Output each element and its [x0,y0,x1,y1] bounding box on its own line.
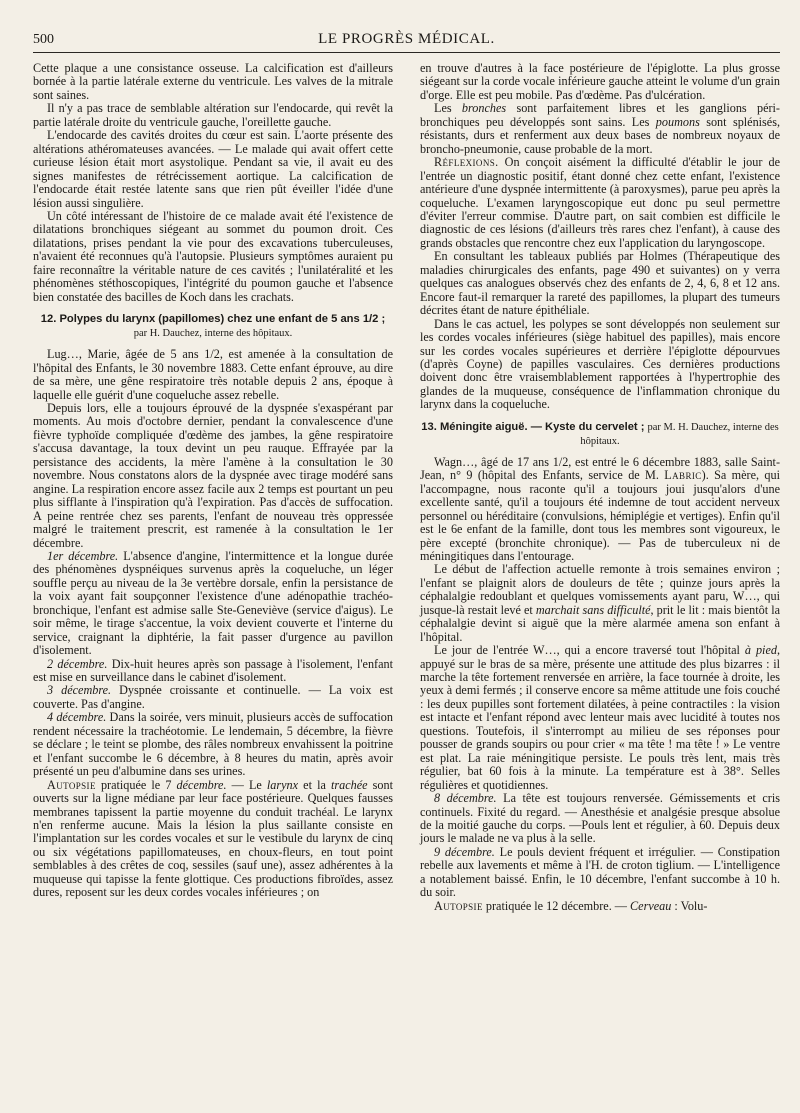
paragraph: Dans le cas actuel, les polypes se sont développés non seulement sur les cordes vocales inférieures (siège habituel des papilles), mais encore sur les cordes vocales supérieures et derrière l'épiglotte dépourvues (d'après Coyne) de papilles vasculaires. Ces dernières productions doivent donc être vraisemblablement rapportées à l'hypertrophie des glandes de la muqueuse, conséquence de l'inflammation chronique du larynx dans la coqueluche. [420,316,780,412]
paragraph: En consultant les tableaux publiés par Holmes (Thérapeutique des maladies chirurgicales des enfants, page 490 et suivantes) on y verra quelques cas analogues observés chez des enfants de 2, 4, 6, 8 et 12 ans. Encore faut-il remarquer la rareté des papillomes, la plupart des tumeurs décrites étant de nature épithéliale. [420,249,780,318]
paragraph: Réflexions. On conçoit aisément la difficulté d'établir le jour de l'entrée un diagnostic positif, étant donné chez cette enfant, l'existence antérieure d'une dyspnée intermittente (à paroxysmes), parue peu après la coqueluche. L'examen laryngoscopique eut donc pu seul permettre d'éviter l'erreur commise. D'autre part, on sait combien est difficile le diagnostic de ces lésions (d'ailleurs très rares chez l'enfant), à cause des grands obstacles que rencontre chez eux l'application du laryngoscope. [420,155,780,250]
section-12-title: 12. Polypes du larynx (papillomes) chez une enfant de 5 ans 1/2 ; [40,313,386,326]
paragraph: 2 décembre. Dix-huit heures après son passage à l'isolement, l'enfant est mise en surveillance dans le cabinet d'isolement. [33,656,393,685]
paragraph: en trouve d'autres à la face postérieure de l'épiglotte. La plus grosse siégeant sur la corde vocale inférieure gauche atteint le volume d'un grain d'orge. Elle est peu mobile. Pas d'œdème. Pas d'ulcération. [420,61,780,102]
page-number: 500 [33,32,54,47]
paragraph: Cette plaque a une consistance osseuse. La calcification est d'ailleurs bornée à la partie latérale externe du ventricule. Les valves de la mitrale sont saines. [33,61,393,102]
paragraph: Wagn…, âgé de 17 ans 1/2, est entré le 6 décembre 1883, salle Saint-Jean, n° 9 (hôpital des Enfants, service de M. Labric). Sa mère, qui l'accompagne, nous raconte qu'il a toujours joui jusqu'alors d'une excellente santé, qu'il a toujours été indemne de tout accident nerveux personnel ou héréditaire (convulsions, hémiplégie et vertiges). Enfin qu'il est le 6e enfant de la famille, dont tous les membres sont vigoureux, le père excepté (bronchite chronique). — Pas de tuberculeux ni de méningitiques dans l'entourage. [420,454,780,563]
paragraph: Il n'y a pas trace de semblable altération sur l'endocarde, qui revêt la partie latérale droite du ventricule gauche, l'oreillette gauche. [33,101,393,129]
paragraph: 3 décembre. Dyspnée croissante et continuelle. — La voix est couverte. Pas d'angine. [33,683,393,711]
section-12-heading [33,312,393,340]
text-columns [33,62,780,913]
journal-title: LE PROGRÈS MÉDICAL. [318,31,495,47]
section-13-heading [420,420,780,448]
paragraph: Le début de l'affection actuelle remonte à trois semaines environ ; l'enfant se plaignit alors de douleurs de tête ; quinze jours après la céphalalgie redoublant et quelques vomissements ayant paru, W…, qui jusque-là restait levé et marchait sans difficulté, prit le lit : mais bientôt la céphalalgie devint si aiguë que la mère alarmée amena son enfant à l'hôpital. [420,562,780,644]
date-label: 9 décembre. [434,844,495,859]
section-12-byline: par H. Dauchez, interne des hôpitaux. [133,328,293,340]
autopsy-label: Autopsie [47,777,96,792]
page-header [33,30,780,53]
paragraph: Autopsie pratiquée le 12 décembre. — Cerveau : Volu- [434,898,708,913]
paragraph: Le jour de l'entrée W…, qui a encore traversé tout l'hôpital à pied, appuyé sur le bras de sa mère, présente une attitude des plus bizarres : il marche la tête fortement renversée en arrière, la face tournée à droite, les yeux à demi fermés ; il conserve encore sa même attitude une fois couché : les deux pupilles sont fortement dilatées, à peine contractiles : la vision est intacte et l'enfant répond avec lenteur mais avec lucidité à toutes nos questions. Toutefois, il s'interrompt au milieu de ses réponses pour pousser de grands soupirs ou pour crier « ma tête ! ma tête ! » Le ventre est plat. La raie méningitique persiste. Le pouls très lent, mais très régulier, bat 60 fois à la minute. La température est à 38°. Selles régulières et quotidiennes. [420,643,780,792]
left-column [33,62,393,913]
paragraph: 4 décembre. Dans la soirée, vers minuit, plusieurs accès de suffocation rendent nécessaire la trachéotomie. Le lendemain, 5 décembre, la fièvre se déclare ; le teint se plombe, des râles nombreux envahissent la poitrine et l'enfant succombe le 6 décembre, à 8 heures du matin, après avoir présenté un peu d'albumine dans ses urines. [33,710,393,779]
date-label: 4 décembre. [47,710,107,725]
paragraph: Depuis lors, elle a toujours éprouvé de la dyspnée s'exaspérant par moments. Au mois d'octobre dernier, pendant la convalescence d'une fièvre typhoïde compliquée d'œdème des jambes, la gêne respiratoire s'accusa davantage, la toux devint un peu rauque. Effrayée par la persistance des accidents, la mère l'amène à la consultation le 30 novembre. Nous constatons alors de la dyspnée avec tirage modéré sans angine. La respiration encore assez facile aux 2 temps est pourtant un peu plus sifflante à l'inspiration qu'à l'expiration. Pas d'accès de suffocation. A peine rentrée chez ses parents, l'enfant de nouveau très oppressée malgré le traitement prescrit, est ramenée à la consultation le 1er décembre. [33,400,393,550]
paragraph: L'endocarde des cavités droites du cœur est sain. L'aorte présente des altérations athéromateuses avancées. — Le malade qui avait offert cette curieuse lésion était mort asystolique. Pendant sa vie, il avait eu des signes manifestes de rétrécissement aortique. La calcification de l'endocarde était restée latente sans que rien pût éveiller l'idée d'une lésion aussi singulière. [33,128,393,210]
paragraph: Un côté intéressant de l'histoire de ce malade avait été l'existence de dilatations bronchiques siégeant au sommet du poumon droit. Ces dilatations, prises pendant la vie pour des excavations tuberculeuses, n'avaient été reconnues qu'à l'autopsie. Plusieurs symptômes auraient pu faire reconnaître la véritable nature de ces cavités ; l'unilatéralité et les phénomènes stéthoscopiques, l'intégrité du poumon gauche et l'absence bien constatée des bacilles de Koch dans les crachats. [33,208,393,304]
paragraph: 9 décembre. Le pouls devient fréquent et irrégulier. — Constipation rebelle aux lavements et même à l'H. de croton tiglium. — L'intelligence a notablement baissé. Enfin, le 10 décembre, l'enfant succombe à 10 h. du soir. [420,844,780,900]
autopsy-label: Autopsie [434,898,483,913]
paragraph: Les bronches sont parfaitement libres et les ganglions péri-bronchiques peu développés sont sains. Les poumons sont splénisés, résistants, durs et renferment aux deux bases de nombreux noyaux de broncho-pneumonie, cause probable de la mort. [420,101,781,156]
paragraph: Lug…, Marie, âgée de 5 ans 1/2, est amenée à la consultation de l'hôpital des Enfants, le 30 novembre 1883. Cette enfant éprouve, au dire de sa mère, une gêne respiratoire très notable depuis 2 ans, époque à laquelle elle guérit d'une coqueluche assez rebelle. [33,347,393,402]
date-label: 2 décembre. [47,656,108,671]
date-label: 8 décembre. [434,791,497,806]
paragraph: 1er décembre. L'absence d'angine, l'intermittence et la longue durée des phénomènes dyspnéiques survenus après la coqueluche, un léger souffle perçu au niveau de la 3e vertèbre dorsale, enfin la persistance de la voix ayant fait soupçonner l'existence d'une adénopathie trachéo-bronchique, l'enfant est admise salle Ste-Geneviève (service d'aigus). Le soir même, le tirage s'accentue, la voix devient couverte et l'interne du service, craignant la diphtérie, la fait passer d'urgence au pavillon d'isolement. [33,548,393,658]
paragraph: Autopsie pratiquée le 7 décembre. — Le larynx et la trachée sont ouverts sur la ligne médiane par leur face postérieure. Quelques fausses membranes tapissent la partie moyenne du conduit trachéal. Le larynx n'en renferme aucune. Mais la lésion la plus saillante consiste en l'implantation sur les cordes vocales et sur le vestibule du larynx de cinq ou six végétations papillomateuses, en choux-fleurs, en tout point semblables à des crêtes de coq, sessiles (sauf une), assez adhérentes à la muqueuse qui tapisse la fente glottique. Ces productions fibroïdes, assez dures, reposent sur les deux cordes vocales inférieures ; on [33,777,393,900]
section-13-byline: par M. H. Dauchez, interne des hôpitaux. [580,421,779,447]
reflexions-label: Réflexions. [434,155,499,170]
paragraph: 8 décembre. La tête est toujours renversée. Gémissements et cris continuels. Fixité du regard. — Anesthésie et analgésie presque absolue de la moitié gauche du corps. —Pouls lent et régulier, à 60. Depuis deux jours le malade ne va plus à la selle. [420,791,780,846]
date-label: 3 décembre. [47,683,112,698]
right-column [420,62,780,913]
date-label: 1er décembre. [47,548,119,563]
section-13-title: 13. Méningite aiguë. — Kyste du cervelet ; [421,420,645,433]
